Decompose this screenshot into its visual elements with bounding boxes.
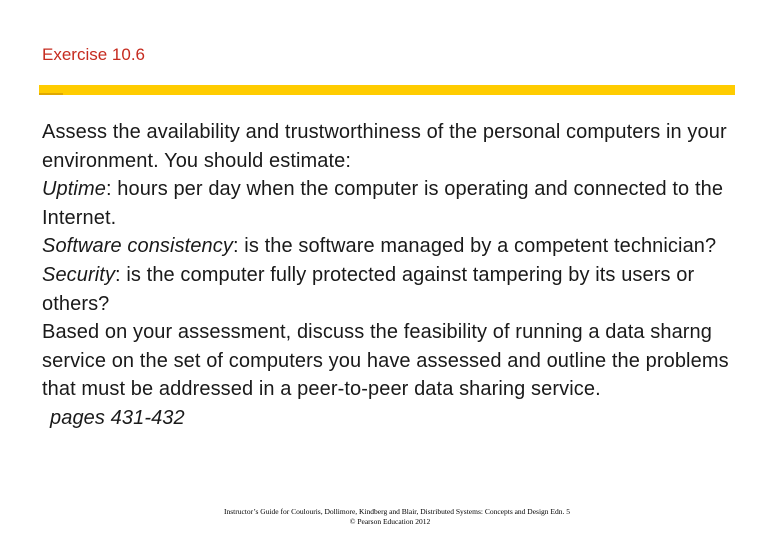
title-divider: [39, 85, 735, 95]
item-software-consistency: [42, 232, 742, 261]
exercise-body: [42, 118, 742, 433]
pages-reference: pages 431-432: [50, 406, 185, 429]
item-uptime-text: : hours per day when the computer is operating and connected to the Internet.: [42, 178, 724, 229]
intro-paragraph: Assess the availability and trustworthiness of the personal computers in your environment. You should estimate:: [42, 121, 727, 172]
slide-footer: [0, 507, 780, 527]
footer-credit: Instructor’s Guide for Coulouris, Dollimore, Kindberg and Blair, Distributed Systems: Concepts and Design Edn. 5: [223, 507, 571, 516]
title-divider-accent: [39, 93, 63, 95]
item-security-text: : is the computer fully protected against tampering by its users or others?: [42, 263, 695, 315]
footer-copyright: © Pearson Education 2012: [349, 517, 431, 526]
item-security: [42, 261, 742, 318]
item-uptime-term: Uptime: [42, 178, 106, 201]
item-software-consistency-text: : is the software managed by a competent technician?: [232, 235, 717, 258]
item-security-term: Security: [42, 263, 116, 286]
slide-title: Exercise 10.6: [42, 45, 145, 64]
item-software-consistency-term: Software consistency: [42, 235, 233, 258]
item-uptime: [42, 175, 742, 232]
conclusion-paragraph: Based on your assessment, discuss the feasibility of running a data sharng service on the set of computers you have assessed and outline the problems that must be addressed in a peer-to-peer data sharing service.: [42, 321, 729, 401]
